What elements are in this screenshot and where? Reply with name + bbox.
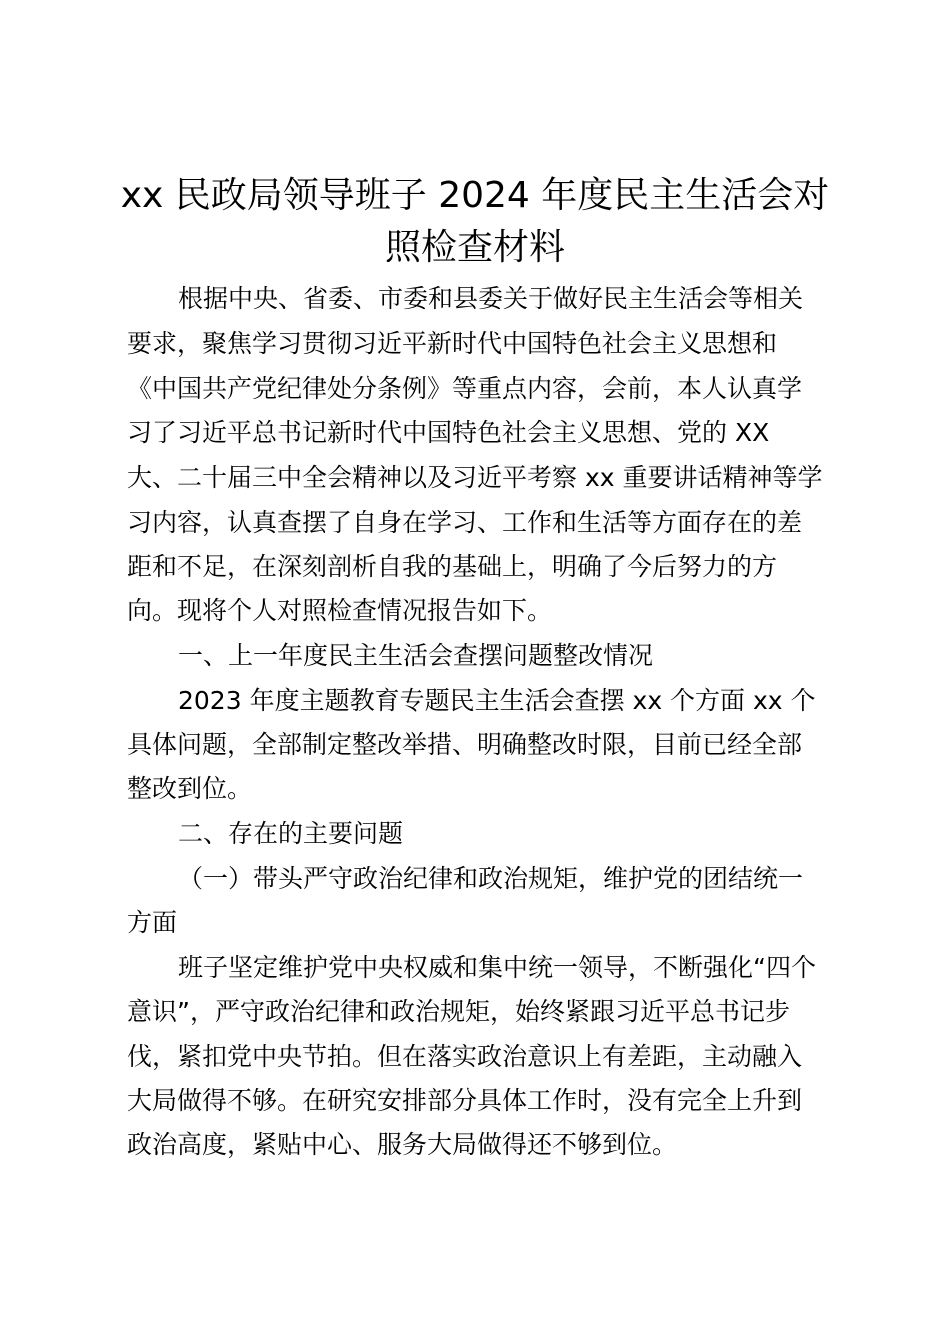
paragraph-intro-line: 距和不足，在深刻剖析自我的基础上，明确了今后努力的方 <box>127 552 778 581</box>
paragraph-intro-line: 习了习近平总书记新时代中国特色社会主义思想、党的 XX <box>127 418 770 447</box>
paragraph-intro-line: 大、二十届三中全会精神以及习近平考察 xx 重要讲话精神等学 <box>127 463 823 492</box>
paragraph-intro-line: 习内容，认真查摆了自身在学习、工作和生活等方面存在的差 <box>127 508 803 537</box>
paragraph-problem-line: 伐，紧扣党中央节拍。但在落实政治意识上有差距，主动融入 <box>127 1042 803 1071</box>
paragraph-problem-line: 班子坚定维护党中央权威和集中统一领导，不断强化“四个 <box>178 953 816 982</box>
section-heading: 二、存在的主要问题 <box>178 819 404 848</box>
section-heading: 一、上一年度民主生活会查摆问题整改情况 <box>178 641 654 670</box>
paragraph-problem-line: 政治高度，紧贴中心、服务大局做得还不够到位。 <box>127 1130 678 1159</box>
paragraph-rectification-line: 2023 年度主题教育专题民主生活会查摆 xx 个方面 xx 个 <box>178 686 816 715</box>
paragraph-intro-line: 根据中央、省委、市委和县委关于做好民主生活会等相关 <box>178 284 804 313</box>
subsection-heading-line: 方面 <box>127 908 178 937</box>
paragraph-intro-line: 要求，聚焦学习贯彻习近平新时代中国特色社会主义思想和 <box>127 329 778 358</box>
paragraph-rectification-line: 具体问题，全部制定整改举措、明确整改时限，目前已经全部 <box>127 730 803 759</box>
paragraph-intro-line: 《中国共产党纪律处分条例》等重点内容，会前，本人认真学 <box>127 374 803 403</box>
paragraph-intro-line: 向。现将个人对照检查情况报告如下。 <box>127 596 553 625</box>
paragraph-problem-line: 意识”，严守政治纪律和政治规矩，始终紧跟习近平总书记步 <box>127 997 790 1026</box>
document-title <box>110 170 840 274</box>
subsection-heading-line: （一）带头严守政治纪律和政治规矩，维护党的团结统一 <box>178 864 804 893</box>
title-line-1: xx 民政局领导班子 2024 年度民主生活会对 <box>120 175 830 216</box>
title-line-2: 照检查材料 <box>384 227 565 268</box>
paragraph-problem-line: 大局做得不够。在研究安排部分具体工作时，没有完全上升到 <box>127 1086 803 1115</box>
paragraph-rectification-line: 整改到位。 <box>127 774 253 803</box>
